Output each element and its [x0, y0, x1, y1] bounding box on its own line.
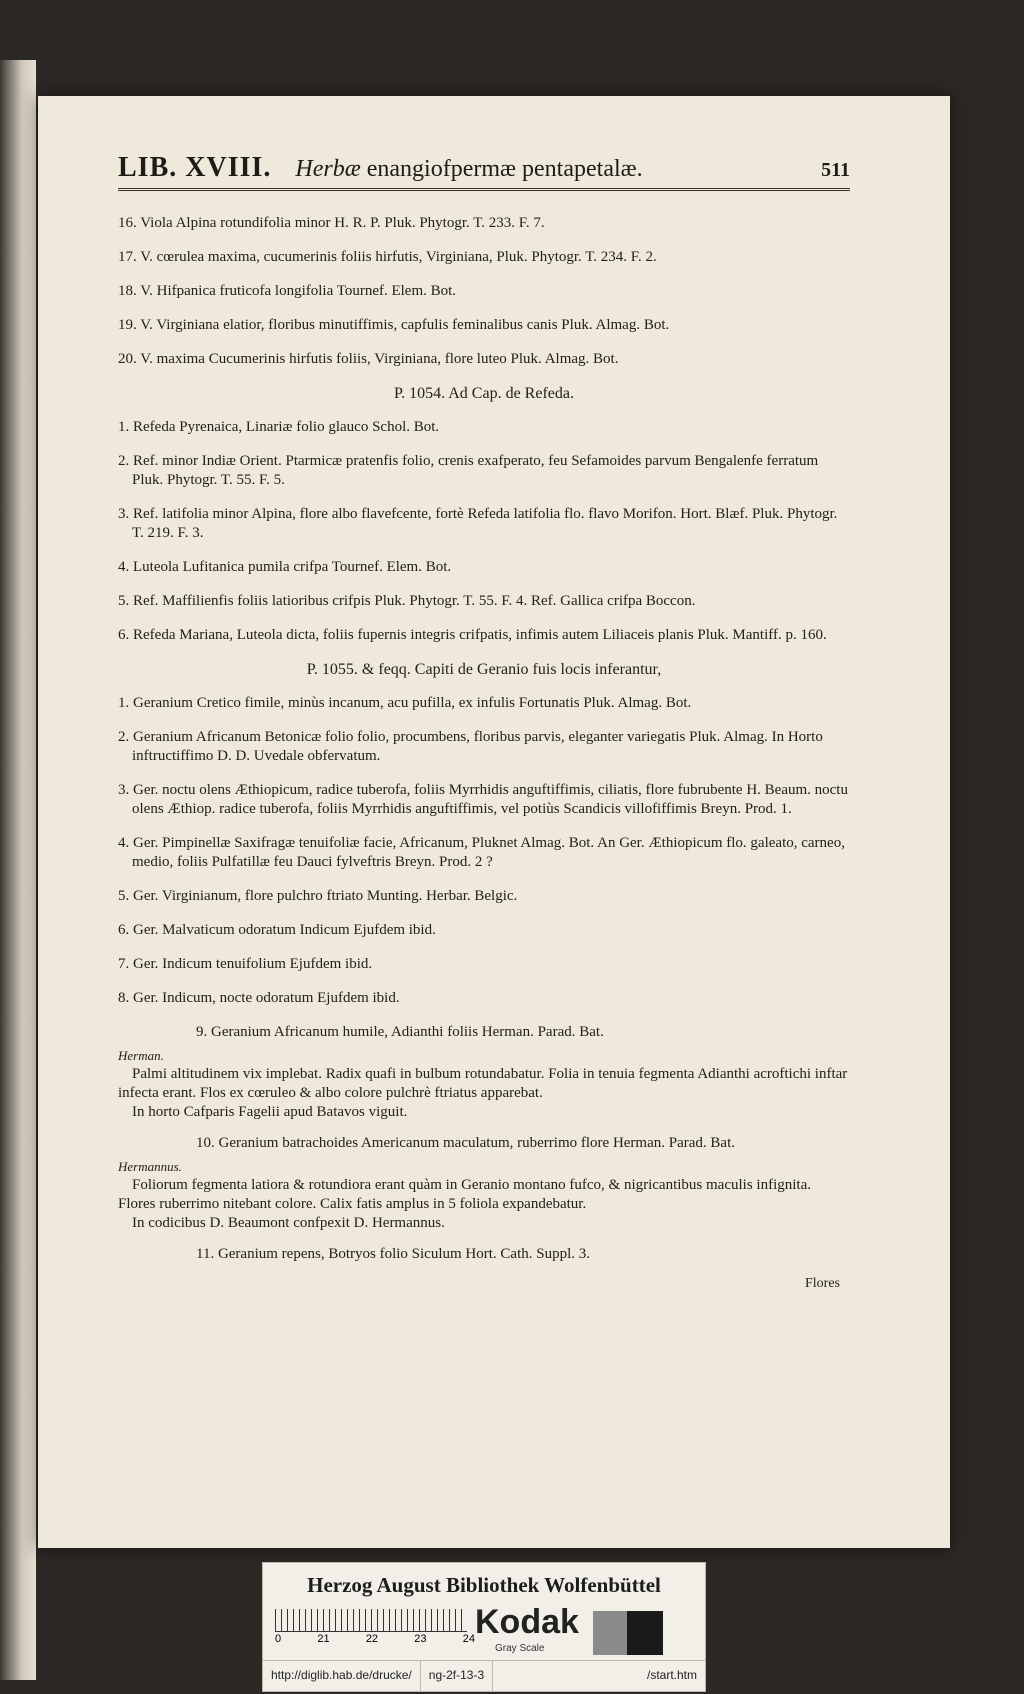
entry-number: 7.	[118, 956, 130, 972]
entry-text: Geranium Cretico fimile, minùs incanum, acu pufilla, ex infulis Fortunatis Pluk. Almag. Bot.	[133, 695, 692, 711]
page-content	[118, 214, 850, 1293]
page-number: 511	[821, 159, 850, 181]
list-item	[118, 694, 850, 713]
list-item	[118, 418, 850, 437]
ruler-number: 21	[317, 1633, 330, 1645]
entry-number: 17.	[118, 249, 137, 265]
entry-text: Refeda Mariana, Luteola dicta, foliis fupernis integris crifpatis, infimis autem Liliaceis planis Pluk. Mantiff. p. 160.	[133, 627, 827, 643]
ruler-number: 23	[414, 1633, 427, 1645]
list-item	[118, 214, 850, 233]
ruler-number: 22	[365, 1633, 379, 1645]
entry-text: Geranium Africanum Betonicæ folio folio, procumbens, floribus parvis, eleganter variegatis Pluk. Almag. In Horto inftructiffimo D. D. Uvedale obfervatum.	[132, 729, 823, 764]
section-heading-geranium: P. 1055. & feqq. Capiti de Geranio fuis locis inferantur,	[306, 661, 662, 678]
entry-text: Luteola Lufitanica pumila crifpa Tournef. Elem. Bot.	[133, 559, 452, 575]
entry-number: 18.	[118, 283, 137, 299]
entry-text: Ref. Maffilienfis foliis latioribus crifpis Pluk. Phytogr. T. 55. F. 4. Ref. Gallica crifpa Boccon.	[133, 593, 696, 609]
entry-10-author: Hermannus.	[118, 1159, 182, 1174]
entry-9-description: Palmi altitudinem vix implebat. Radix quafi in bulbum rotundabatur. Folia in tenuia fegmenta Adianthi acroftichi inftar infecta erant. Flos ex cœruleo & albo colore pulchrè ftriatus apparebat.	[118, 1066, 848, 1101]
entry-number: 1.	[118, 419, 130, 435]
scale-ruler	[275, 1609, 467, 1632]
gray-scale-label: Gray Scale	[495, 1643, 545, 1654]
list-item	[118, 282, 850, 301]
running-title	[295, 156, 642, 183]
entry-11-title: 11. Geranium repens, Botryos folio Siculum Hort. Cath. Suppl. 3.	[196, 1246, 590, 1262]
entry-text: Ger. Malvaticum odoratum Indicum Ejufdem ibid.	[133, 922, 436, 938]
entry-text: Ref. latifolia minor Alpina, flore albo flavefcente, fortè Refeda latifolia flo. flavo Morifon. Hort. Blæf. Pluk. Phytogr. T. 219. F. 3.	[132, 506, 838, 541]
running-title-rest: enangiofpermæ pentapetalæ.	[360, 156, 643, 182]
entry-number: 8.	[118, 990, 130, 1006]
list-item	[118, 592, 850, 611]
entry-text: Ref. minor Indiæ Orient. Ptarmicæ pratenfis folio, crenis exafperato, feu Sefamoides parvum Bengalenfe ferratum Pluk. Phytogr. T. 55. F. 5.	[132, 453, 819, 488]
entry-number: 19.	[118, 317, 137, 333]
list-item	[118, 316, 850, 335]
list-item	[118, 505, 850, 543]
entry-number: 6.	[118, 922, 130, 938]
geranium-list	[118, 694, 850, 1008]
entry-number: 6.	[118, 627, 130, 643]
entry-number: 2.	[118, 453, 130, 469]
ruler-number: 0	[275, 1633, 282, 1645]
entry-text: V. cœrulea maxima, cucumerinis foliis hirfutis, Virginiana, Pluk. Phytogr. T. 234. F. 2.	[140, 249, 657, 265]
reseda-list	[118, 418, 850, 645]
ruler-numbers	[275, 1633, 475, 1645]
entry-number: 3.	[118, 506, 130, 522]
library-color-card	[262, 1562, 706, 1692]
running-header	[118, 152, 850, 191]
entry-text: V. maxima Cucumerinis hirfutis foliis, Virginiana, flore luteo Pluk. Almag. Bot.	[140, 351, 619, 367]
list-item	[118, 248, 850, 267]
adjacent-page-edge	[0, 60, 36, 1680]
viola-list	[118, 214, 850, 369]
list-item	[118, 887, 850, 906]
entry-number: 5.	[118, 593, 130, 609]
entry-10-location: In codicibus D. Beaumont confpexit D. Hermannus.	[132, 1215, 445, 1231]
entry-text: Ger. Indicum, nocte odoratum Ejufdem ibid.	[133, 990, 400, 1006]
entry-text: Ger. noctu olens Æthiopicum, radice tuberofa, foliis Myrrhidis anguftiffimis, ciliatis, flore fubrubente H. Beaum. noctu olens Æthiop. radice tuberofa, foliis Myrrhidis anguftiffimis, vel potiùs Scandicis villofiffimis Breyn. Prod. 1.	[132, 782, 848, 817]
list-item	[118, 626, 850, 645]
entry-number: 4.	[118, 559, 130, 575]
ruler-number: 24	[462, 1633, 475, 1645]
card-url: http://diglib.hab.de/drucke/	[263, 1661, 421, 1691]
list-item	[118, 558, 850, 577]
entry-number: 5.	[118, 888, 130, 904]
entry-number: 20.	[118, 351, 137, 367]
entry-10-description: Foliorum fegmenta latiora & rotundiora erant quàm in Geranio montano fufco, & nigricantibus maculis infignita. Flores ruberrimo nitebant colore. Calix fatis amplus in 5 foliola expandebatur.	[118, 1177, 811, 1212]
entry-9-author: Herman.	[118, 1048, 164, 1063]
library-name: Herzog August Bibliothek Wolfenbüttel	[307, 1573, 661, 1597]
entry-text: Refeda Pyrenaica, Linariæ folio glauco Schol. Bot.	[133, 419, 440, 435]
entry-number: 1.	[118, 695, 130, 711]
entry-number: 16.	[118, 215, 137, 231]
card-start: /start.htm	[646, 1668, 697, 1682]
list-item	[118, 989, 850, 1008]
section-heading-reseda: P. 1054. Ad Cap. de Refeda.	[394, 385, 574, 402]
book-page	[38, 96, 950, 1548]
entry-number: 4.	[118, 835, 130, 851]
kodak-logo: Kodak	[475, 1603, 579, 1641]
list-item	[118, 728, 850, 766]
entry-text: Ger. Pimpinellæ Saxifragæ tenuifoliæ facie, Africanum, Pluknet Almag. Bot. An Ger. Æthiopicum flo. galeato, carneo, medio, foliis Pulfatillæ feu Dauci fylveftris Breyn. Prod. 2 ?	[132, 835, 845, 870]
book-number: LIB. XVIII.	[118, 152, 272, 183]
list-item	[118, 834, 850, 872]
card-signature: ng-2f-13-3	[421, 1661, 493, 1691]
entry-text: V. Virginiana elatior, floribus minutiffimis, capfulis feminalibus canis Pluk. Almag. Bot.	[140, 317, 670, 333]
black-swatch	[627, 1611, 663, 1655]
list-item	[118, 921, 850, 940]
list-item	[118, 452, 850, 490]
list-item	[118, 955, 850, 974]
running-title-italic: Herbæ	[295, 156, 361, 182]
entry-text: V. Hifpanica fruticofa longifolia Tournef. Elem. Bot.	[140, 283, 457, 299]
entry-text: Viola Alpina rotundifolia minor H. R. P. Pluk. Phytogr. T. 233. F. 7.	[140, 215, 545, 231]
entry-number: 2.	[118, 729, 130, 745]
card-footer	[263, 1660, 705, 1691]
entry-text: Ger. Indicum tenuifolium Ejufdem ibid.	[133, 956, 373, 972]
catchword: Flores	[805, 1276, 840, 1291]
list-item	[118, 781, 850, 819]
entry-number: 3.	[118, 782, 130, 798]
gray-swatch	[593, 1611, 627, 1655]
list-item	[118, 350, 850, 369]
entry-9-title: 9. Geranium Africanum humile, Adianthi foliis Herman. Parad. Bat.	[196, 1024, 604, 1040]
entry-9-location: In horto Cafparis Fagelii apud Batavos viguit.	[132, 1104, 408, 1120]
entry-10-title: 10. Geranium batrachoides Americanum maculatum, ruberrimo flore Herman. Parad. Bat.	[196, 1135, 735, 1151]
entry-text: Ger. Virginianum, flore pulchro ftriato Munting. Herbar. Belgic.	[133, 888, 518, 904]
